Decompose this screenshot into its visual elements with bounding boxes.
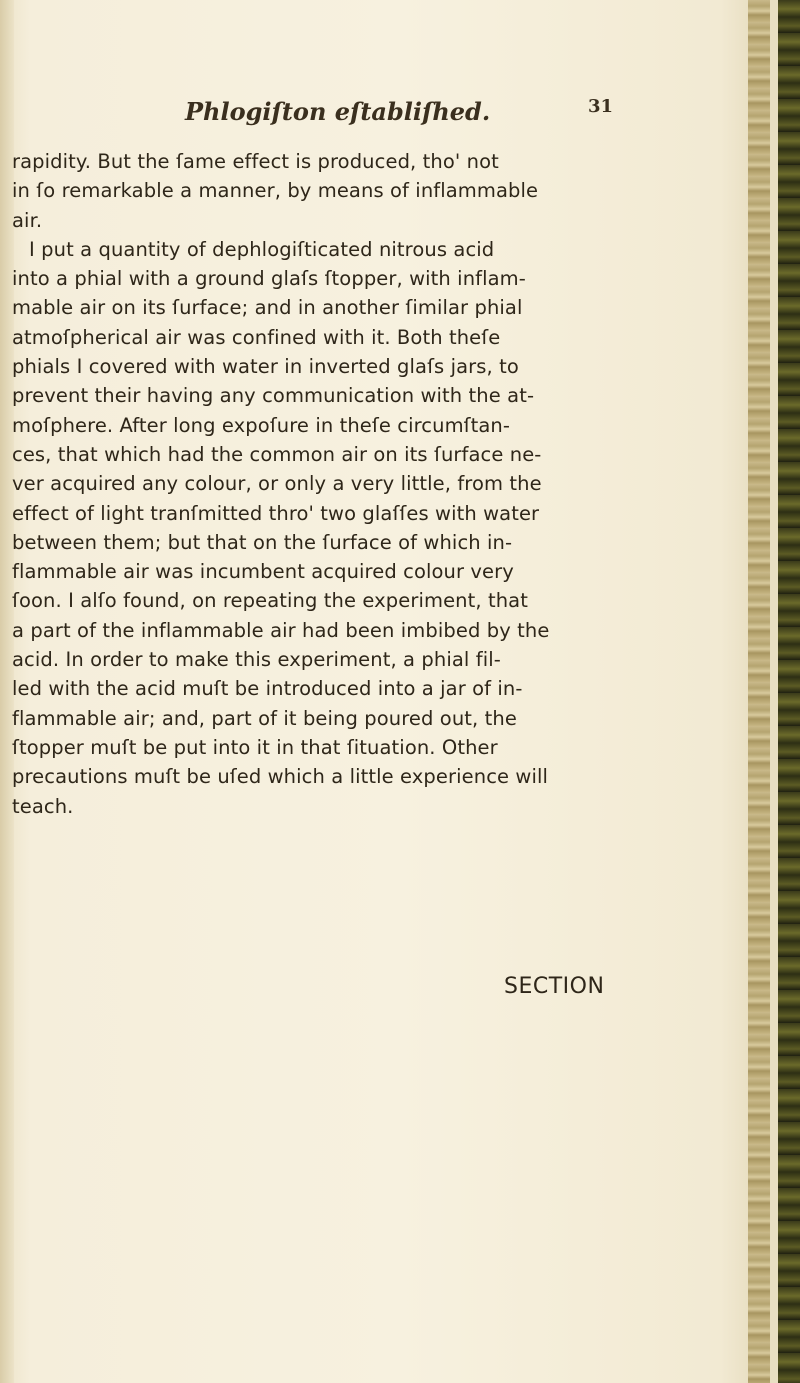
catchword: SECTION (504, 974, 605, 999)
running-head: Phlogiſton eſtabliſhed. (185, 97, 491, 126)
text-line: rapidity. But the ſame effect is produced, tho' not (12, 150, 499, 173)
text-line: moſphere. After long expoſure in theſe circumſtan- (12, 413, 511, 437)
text-line: prevent their having any communication with the at- (12, 384, 535, 408)
text-line: mable air on its ſurface; and in another ſimilar phial (12, 296, 523, 320)
text-line: ſtopper muſt be put into it in that ſituation. Other (12, 735, 498, 759)
text-line: flammable air; and, part of it being poured out, the (12, 706, 517, 730)
page-header (185, 97, 605, 137)
text-line: ſoon. I alſo found, on repeating the experiment, that (12, 589, 528, 613)
text-line: in ſo remarkable a manner, by means of inflammable (12, 179, 539, 203)
text-line: a part of the inflammable air had been imbibed by the (12, 618, 550, 642)
text-line: ces, that which had the common air on its ſurface ne- (12, 442, 542, 466)
text-line: phials I covered with water in inverted glaſs jars, to (12, 355, 519, 379)
binding-gap (770, 0, 778, 1383)
body-text (12, 147, 712, 821)
text-line: teach. (12, 794, 74, 818)
text-line: into a phial with a ground glaſs ſtopper, with inflam- (12, 267, 526, 291)
text-line: ver acquired any colour, or only a very little, from the (12, 472, 542, 496)
paragraph-start-line: I put a quantity of dephlogiſticated nitrous acid (29, 237, 495, 261)
text-line: atmoſpherical air was confined with it. Both theſe (12, 325, 501, 349)
text-line: led with the acid muſt be introduced into a jar of in- (12, 677, 523, 701)
text-line: effect of light tranſmitted thro' two glaſſes with water (12, 501, 540, 525)
text-line: flammable air was incumbent acquired colour very (12, 560, 514, 584)
book-spine (778, 0, 800, 1383)
text-line: between them; but that on the ſurface of which in- (12, 530, 513, 554)
page-number: 31 (588, 96, 614, 117)
text-line: acid. In order to make this experiment, a phial fil- (12, 648, 501, 672)
text-line: air. (12, 208, 43, 232)
text-line: precautions muſt be uſed which a little experience will (12, 765, 549, 789)
